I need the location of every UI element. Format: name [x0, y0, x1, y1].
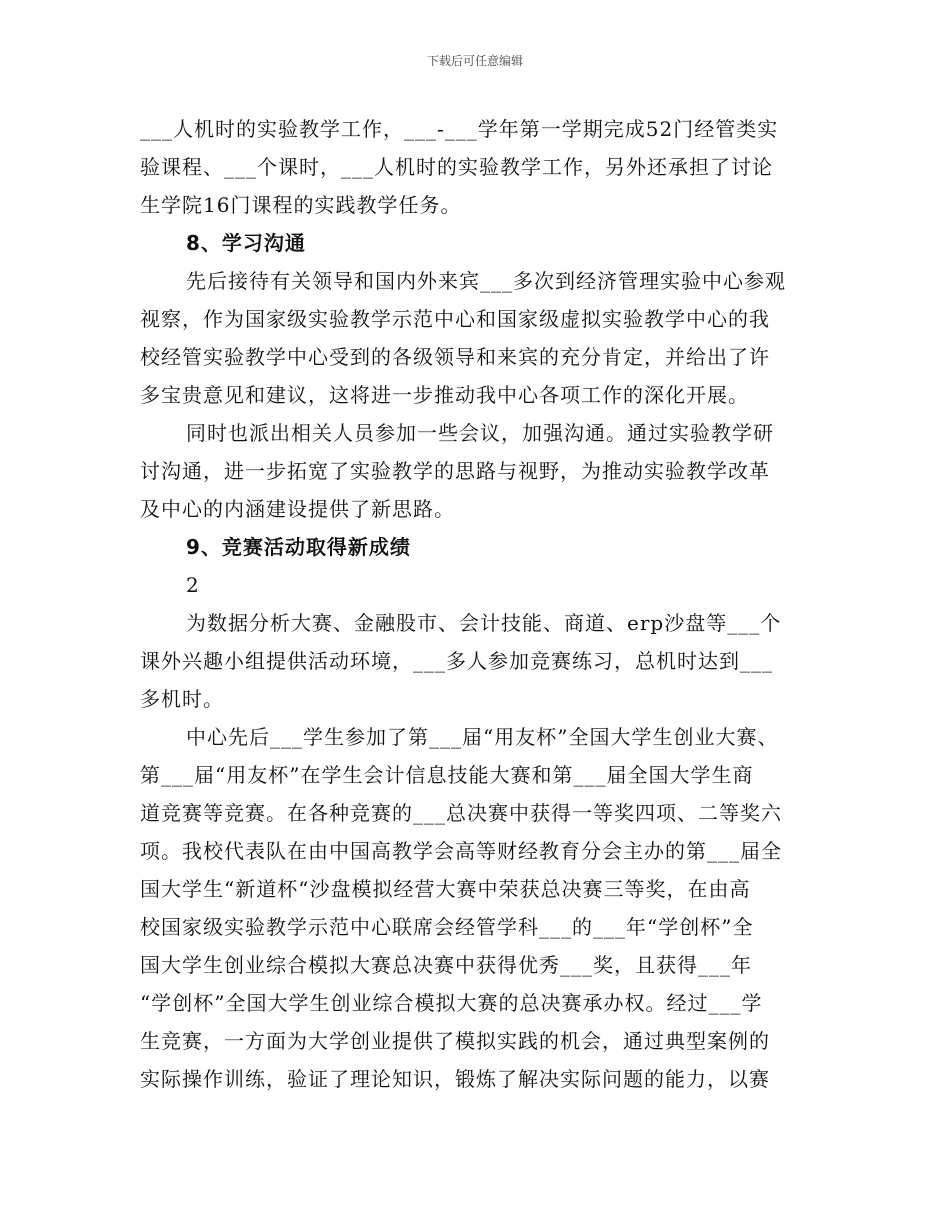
body-line: 国大学生“新道杯“沙盘模拟经营大赛中荣获总决赛三等奖，在由高	[140, 877, 751, 901]
document-body	[140, 110, 820, 1098]
body-line: 课外兴趣小组提供活动环境，___多人参加竞赛练习，总机时达到___	[140, 649, 773, 673]
body-line: 生竞赛，一方面为大学创业提供了模拟实践的机会，通过典型案例的	[140, 1029, 770, 1053]
body-line: 实际操作训练，验证了理论知识，锻炼了解决实际问题的能力，以赛	[140, 1067, 770, 1091]
section-heading-8: 8、学习沟通	[186, 231, 306, 255]
section-heading-9: 9、竞赛活动取得新成绩	[186, 535, 411, 559]
sub-number: 2	[186, 573, 200, 597]
body-line: 校经管实验教学中心受到的各级领导和来宾的充分肯定，并给出了许	[140, 345, 770, 369]
body-line: 多宝贵意见和建议，这将进一步推动我中心各项工作的深化开展。	[140, 383, 749, 407]
body-line: 生学院16门课程的实践教学任务。	[140, 193, 462, 217]
body-line: 先后接待有关领导和国内外来宾___多次到经济管理实验中心参观	[186, 269, 786, 293]
body-line: 讨沟通，进一步拓宽了实验教学的思路与视野，为推动实验教学改革	[140, 459, 770, 483]
body-line: 校国家级实验教学示范中心联席会经管学科___的___年“学创杯”全	[140, 915, 754, 939]
body-line: “学创杯”全国大学生创业综合模拟大赛的总决赛承办权。经过___学	[140, 991, 763, 1015]
body-line: 第___届“用友杯”在学生会计信息技能大赛和第___届全国大学生商	[140, 763, 754, 787]
body-line: 及中心的内涵建设提供了新思路。	[140, 497, 455, 521]
body-line: ___人机时的实验教学工作，___-___学年第一学期完成52门经管类实	[140, 117, 779, 141]
body-line: 中心先后___学生参加了第___届“用友杯”全国大学生创业大赛、	[186, 725, 779, 749]
body-line: 同时也派出相关人员参加一些会议，加强沟通。通过实验教学研	[186, 421, 774, 445]
page-header: 下载后可任意编辑	[426, 54, 523, 68]
body-line: 为数据分析大赛、金融股市、会计技能、商道、erp沙盘等___个	[186, 611, 782, 635]
body-line: 项。我校代表队在由中国高教学会高等财经教育分会主办的第___届全	[140, 839, 782, 863]
body-line: 道竞赛等竞赛。在各种竞赛的___总决赛中获得一等奖四项、二等奖六	[140, 801, 782, 825]
body-line: 多机时。	[140, 687, 224, 711]
body-line: 国大学生创业综合模拟大赛总决赛中获得优秀___奖，且获得___年	[140, 953, 752, 977]
body-line: 验课程、___个课时，___人机时的实验教学工作，另外还承担了讨论	[140, 155, 773, 179]
body-line: 视察，作为国家级实验教学示范中心和国家级虚拟实验教学中心的我	[140, 307, 770, 331]
